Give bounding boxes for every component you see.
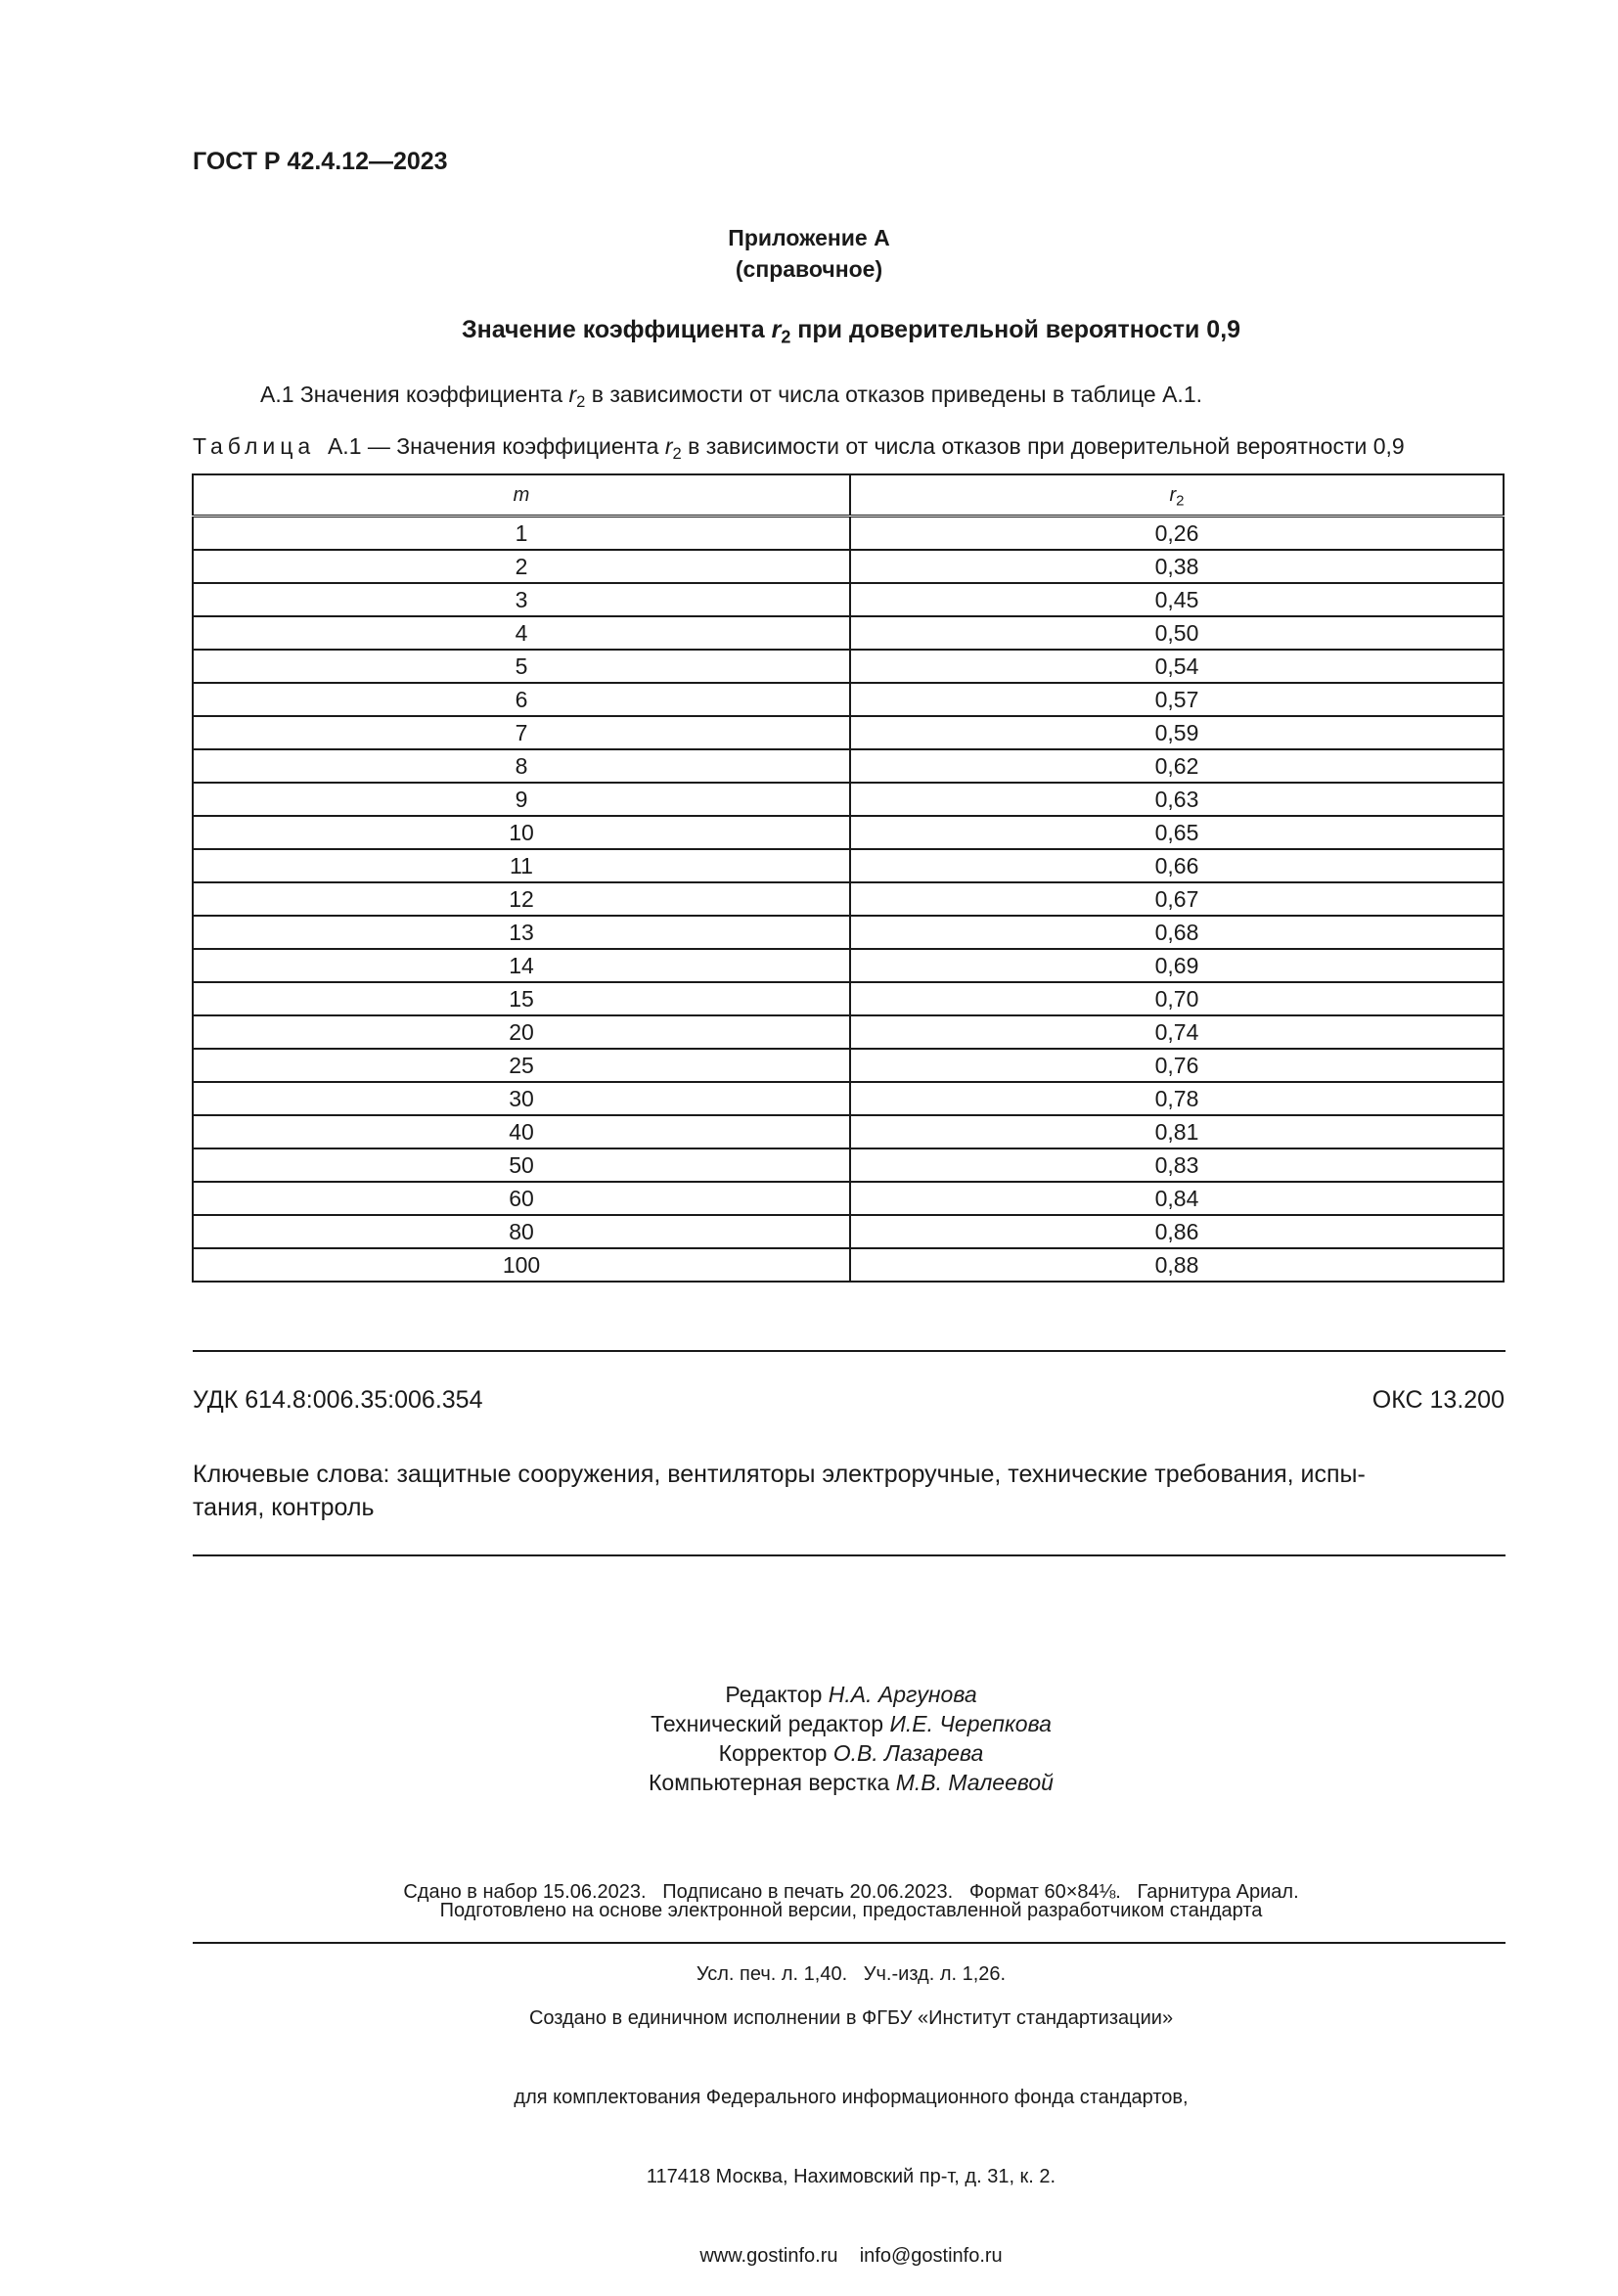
cell-m: 30 bbox=[193, 1082, 850, 1115]
table-caption-var: r bbox=[664, 433, 673, 459]
table-caption-label: Таблица bbox=[193, 433, 316, 459]
cell-m: 12 bbox=[193, 882, 850, 916]
coefficient-table bbox=[192, 473, 1505, 1283]
keywords-line-1: Ключевые слова: защитные сооружения, вентиляторы электроручные, технические требования, испы- bbox=[193, 1461, 1366, 1488]
credit-name: Н.А. Аргунова bbox=[828, 1682, 977, 1707]
cell-m: 50 bbox=[193, 1148, 850, 1182]
cell-m: 80 bbox=[193, 1215, 850, 1248]
annex-title: Приложение А bbox=[728, 225, 890, 250]
divider-keywords bbox=[193, 1554, 1506, 1556]
cell-r2: 0,45 bbox=[850, 583, 1504, 616]
paragraph-var: r bbox=[568, 382, 577, 407]
divider-bottom bbox=[193, 1942, 1506, 1944]
table-caption bbox=[193, 433, 1405, 463]
credit-name: М.В. Малеевой bbox=[895, 1770, 1054, 1795]
print-info-line-1: Сдано в набор 15.06.2023. Подписано в печать 20.06.2023. Формат 60×84⅛. Гарнитура Ариал. bbox=[403, 1881, 1299, 1903]
paragraph-a1 bbox=[260, 382, 1203, 411]
table-row bbox=[193, 683, 1504, 716]
cell-m: 14 bbox=[193, 949, 850, 982]
cell-m: 11 bbox=[193, 849, 850, 882]
table-caption-text: А.1 — Значения коэффициента bbox=[327, 433, 665, 459]
table-row bbox=[193, 949, 1504, 982]
print-info-line-2: Усл. печ. л. 1,40. Уч.-изд. л. 1,26. bbox=[696, 1963, 1007, 1985]
publisher-line: Создано в единичном исполнении в ФГБУ «Институт стандартизации» bbox=[528, 2007, 1174, 2029]
keywords bbox=[193, 1458, 1506, 1524]
table-row bbox=[193, 650, 1504, 683]
credit-name: И.Е. Черепкова bbox=[889, 1711, 1052, 1736]
section-title-sub: 2 bbox=[781, 327, 791, 347]
cell-m: 1 bbox=[193, 517, 850, 551]
table-row bbox=[193, 583, 1504, 616]
paragraph-sub: 2 bbox=[576, 391, 586, 411]
standard-code: ГОСТ Р 42.4.12—2023 bbox=[193, 148, 448, 175]
credit-name: О.В. Лазарева bbox=[832, 1740, 984, 1766]
cell-m: 6 bbox=[193, 683, 850, 716]
credit-role: Компьютерная верстка bbox=[649, 1770, 896, 1795]
cell-r2: 0,57 bbox=[850, 683, 1504, 716]
table-row bbox=[193, 716, 1504, 749]
cell-m: 25 bbox=[193, 1049, 850, 1082]
publisher-line: для комплектования Федерального информационного фонда стандартов, bbox=[514, 2087, 1189, 2108]
credit-corrector bbox=[0, 1738, 1618, 1768]
table-row bbox=[193, 882, 1504, 916]
cell-r2: 0,84 bbox=[850, 1182, 1504, 1215]
credit-tech-editor bbox=[0, 1709, 1618, 1738]
cell-m: 10 bbox=[193, 816, 850, 849]
cell-r2: 0,50 bbox=[850, 616, 1504, 650]
table-row bbox=[193, 616, 1504, 650]
table-row bbox=[193, 783, 1504, 816]
cell-r2: 0,74 bbox=[850, 1015, 1504, 1049]
credits bbox=[0, 1680, 1618, 1797]
cell-r2: 0,81 bbox=[850, 1115, 1504, 1148]
publisher-links: www.gostinfo.ru info@gostinfo.ru bbox=[699, 2245, 1003, 2267]
header-r2-sub: 2 bbox=[1176, 492, 1185, 510]
cell-m: 20 bbox=[193, 1015, 850, 1049]
cell-m: 100 bbox=[193, 1248, 850, 1282]
cell-m: 4 bbox=[193, 616, 850, 650]
table-row bbox=[193, 1215, 1504, 1248]
table-row bbox=[193, 1248, 1504, 1282]
cell-r2: 0,69 bbox=[850, 949, 1504, 982]
cell-r2: 0,67 bbox=[850, 882, 1504, 916]
paragraph-text: А.1 Значения коэффициента bbox=[260, 382, 569, 407]
prepared-note: Подготовлено на основе электронной версии, предоставленной разработчиком стандарта bbox=[439, 1900, 1263, 1921]
cell-r2: 0,38 bbox=[850, 550, 1504, 583]
annex-subtitle: (справочное) bbox=[735, 256, 883, 282]
divider-top bbox=[193, 1350, 1506, 1352]
header-r2-var: r bbox=[1169, 484, 1177, 506]
cell-r2: 0,54 bbox=[850, 650, 1504, 683]
cell-m: 13 bbox=[193, 916, 850, 949]
table-caption-rest: в зависимости от числа отказов при доверительной вероятности 0,9 bbox=[681, 433, 1405, 459]
cell-m: 40 bbox=[193, 1115, 850, 1148]
table-row bbox=[193, 1015, 1504, 1049]
cell-m: 5 bbox=[193, 650, 850, 683]
table-row bbox=[193, 816, 1504, 849]
credit-editor bbox=[0, 1680, 1618, 1709]
table-row bbox=[193, 517, 1504, 551]
section-title-rest: при доверительной вероятности 0,9 bbox=[790, 316, 1241, 343]
cell-r2: 0,76 bbox=[850, 1049, 1504, 1082]
table-row bbox=[193, 1148, 1504, 1182]
table-row bbox=[193, 849, 1504, 882]
credit-role: Технический редактор bbox=[651, 1711, 890, 1736]
cell-r2: 0,65 bbox=[850, 816, 1504, 849]
keywords-line-2: тания, контроль bbox=[193, 1494, 375, 1521]
cell-m: 9 bbox=[193, 783, 850, 816]
oks-code: ОКС 13.200 bbox=[1371, 1386, 1505, 1414]
header-r2 bbox=[850, 474, 1504, 517]
publisher-info bbox=[0, 1953, 1618, 2296]
section-title bbox=[0, 316, 1618, 347]
cell-r2: 0,26 bbox=[850, 517, 1504, 551]
cell-m: 60 bbox=[193, 1182, 850, 1215]
cell-r2: 0,63 bbox=[850, 783, 1504, 816]
cell-m: 8 bbox=[193, 749, 850, 783]
table-row bbox=[193, 1082, 1504, 1115]
cell-r2: 0,62 bbox=[850, 749, 1504, 783]
cell-r2: 0,70 bbox=[850, 982, 1504, 1015]
table-header-row bbox=[193, 474, 1504, 517]
publisher-line: 117418 Москва, Нахимовский пр-т, д. 31, к. 2. bbox=[646, 2166, 1056, 2187]
table-row bbox=[193, 550, 1504, 583]
section-title-var: r bbox=[771, 316, 782, 343]
section-title-text: Значение коэффициента bbox=[461, 316, 772, 343]
credit-role: Корректор bbox=[718, 1740, 833, 1766]
cell-r2: 0,68 bbox=[850, 916, 1504, 949]
credit-layout bbox=[0, 1768, 1618, 1797]
cell-r2: 0,78 bbox=[850, 1082, 1504, 1115]
table-caption-sub: 2 bbox=[672, 443, 682, 463]
cell-m: 2 bbox=[193, 550, 850, 583]
cell-r2: 0,86 bbox=[850, 1215, 1504, 1248]
paragraph-rest: в зависимости от числа отказов приведены в таблице А.1. bbox=[585, 382, 1203, 407]
table-row bbox=[193, 1115, 1504, 1148]
udk-code: УДК 614.8:006.35:006.354 bbox=[193, 1386, 483, 1414]
table-row bbox=[193, 982, 1504, 1015]
credit-role: Редактор bbox=[725, 1682, 829, 1707]
cell-r2: 0,59 bbox=[850, 716, 1504, 749]
cell-r2: 0,88 bbox=[850, 1248, 1504, 1282]
table-row bbox=[193, 749, 1504, 783]
cell-r2: 0,83 bbox=[850, 1148, 1504, 1182]
table-row bbox=[193, 916, 1504, 949]
cell-r2: 0,66 bbox=[850, 849, 1504, 882]
cell-m: 15 bbox=[193, 982, 850, 1015]
table-row bbox=[193, 1182, 1504, 1215]
cell-m: 7 bbox=[193, 716, 850, 749]
table-row bbox=[193, 1049, 1504, 1082]
cell-m: 3 bbox=[193, 583, 850, 616]
header-m: m bbox=[193, 474, 850, 517]
